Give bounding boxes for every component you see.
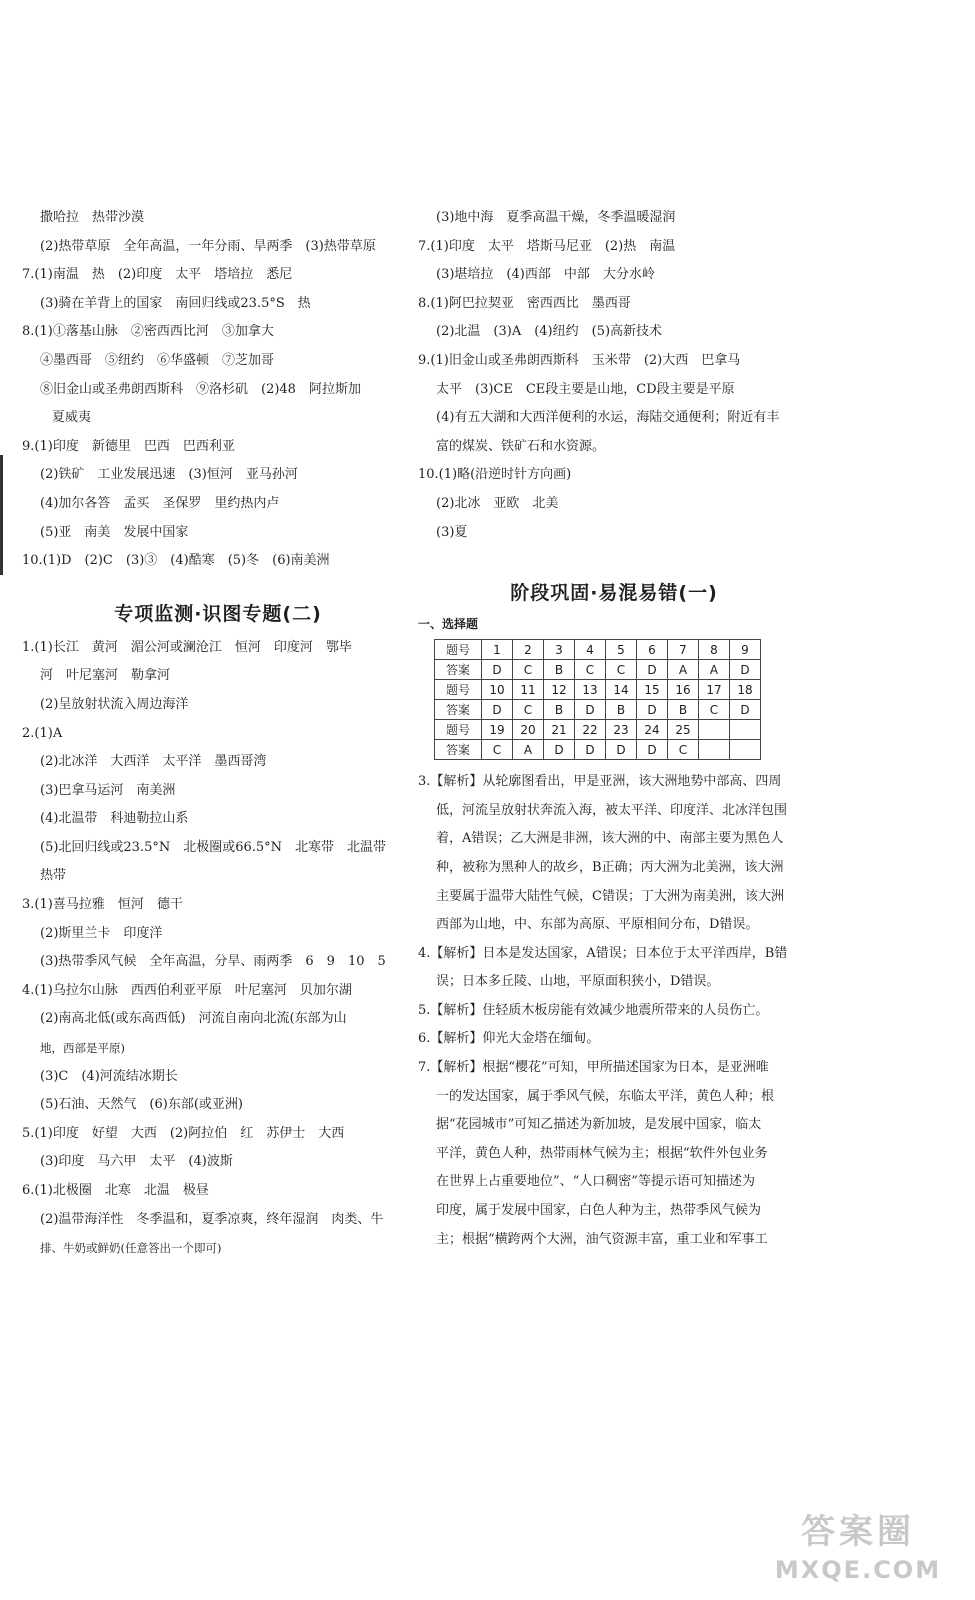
table-cell: B — [544, 660, 575, 680]
answer-line: 5.(1)印度 好望 大西 (2)阿拉伯 红 苏伊士 大西 — [22, 1125, 345, 1141]
answer-line: (2)铁矿 工业发展迅速 (3)恒河 亚马孙河 — [40, 467, 298, 483]
section-heading: 专项监测·识图专题(二) — [114, 602, 322, 625]
explanation-line: 在世界上占重要地位”、“人口稠密”等提示语可知描述为 — [436, 1174, 755, 1190]
table-row — [435, 700, 761, 720]
watermark-url-text: MXQE.COM — [774, 1556, 942, 1584]
table-cell: 3 — [544, 640, 575, 660]
table-cell: 16 — [668, 680, 699, 700]
table-cell: A — [668, 660, 699, 680]
table-cell: 23 — [606, 720, 637, 740]
table-cell: 14 — [606, 680, 637, 700]
table-cell: 19 — [482, 720, 513, 740]
table-cell: 18 — [730, 680, 761, 700]
answer-line: (2)南高北低(或东高西低) 河流自南向北流(东部为山 — [40, 1011, 347, 1027]
answer-line: (2)热带草原 全年高温，一年分雨、旱两季 (3)热带草原 — [40, 238, 376, 254]
table-cell: D — [575, 740, 606, 760]
table-cell: 25 — [668, 720, 699, 740]
table-row — [435, 720, 761, 740]
table-cell: A — [699, 660, 730, 680]
table-cell: 7 — [668, 640, 699, 660]
explanation-line: 5.【解析】住轻质木板房能有效减少地震所带来的人员伤亡。 — [418, 1002, 769, 1018]
table-cell: B — [606, 700, 637, 720]
answer-line: (2)温带海洋性 冬季温和，夏季凉爽，终年湿润 肉类、牛 — [40, 1211, 384, 1227]
answer-line: (3)C (4)河流结冰期长 — [40, 1068, 178, 1084]
table-cell: C — [668, 740, 699, 760]
right-column — [418, 204, 810, 1254]
explanation-line: 据“花园城市”可知乙描述为新加坡，是发展中国家，临太 — [436, 1117, 762, 1133]
answer-line: (5)北回归线或23.5°N 北极圈或66.5°N 北寒带 北温带 — [40, 839, 387, 855]
table-cell: 8 — [699, 640, 730, 660]
answer-line: (3)热带季风气候 全年高温，分旱、雨两季 6 9 10 5 — [40, 954, 386, 970]
explanation-line: 西部为山地，中、东部为高原、平原相间分布，D错误。 — [436, 917, 759, 933]
table-cell: D — [606, 740, 637, 760]
answer-line: 地，西部是平原) — [40, 1041, 125, 1056]
binding-edge-mark — [0, 455, 3, 575]
table-cell — [699, 740, 730, 760]
table-cell: 12 — [544, 680, 575, 700]
watermark-logo-text: 答案圈 — [801, 1512, 915, 1552]
table-cell: D — [637, 700, 668, 720]
answer-line: (5)亚 南美 发展中国家 — [40, 524, 189, 540]
left-column — [22, 204, 414, 1263]
answer-line: (2)北冰洋 大西洋 太平洋 墨西哥湾 — [40, 754, 267, 770]
explanation-line: 7.【解析】根据“樱花”可知，甲所描述国家为日本，是亚洲唯 — [418, 1060, 769, 1076]
table-cell: 21 — [544, 720, 575, 740]
answer-line: 9.(1)旧金山或圣弗朗西斯科 玉米带 (2)大西 巴拿马 — [418, 352, 741, 368]
subsection-heading: 一、选择题 — [418, 617, 479, 632]
answer-line: 8.(1)阿巴拉契亚 密西西比 墨西哥 — [418, 295, 631, 311]
table-row — [435, 660, 761, 680]
answer-line: (3)巴拿马运河 南美洲 — [40, 782, 176, 798]
answer-line: 6.(1)北极圈 北寒 北温 极昼 — [22, 1183, 209, 1198]
answer-line: (2)呈放射状流入周边海洋 — [40, 696, 189, 712]
answer-line: 2.(1)A — [22, 725, 63, 741]
table-cell: C — [513, 700, 544, 720]
table-cell: 22 — [575, 720, 606, 740]
table-row — [435, 740, 761, 760]
answer-line: (3)堪培拉 (4)西部 中部 大分水岭 — [436, 267, 655, 283]
table-cell: C — [699, 700, 730, 720]
answer-line: 8.(1)①落基山脉 ②密西西比河 ③加拿大 — [22, 324, 274, 340]
table-cell: 20 — [513, 720, 544, 740]
table-header-cell: 答案 — [435, 740, 482, 760]
table-cell: 4 — [575, 640, 606, 660]
table-cell: 17 — [699, 680, 730, 700]
right-top-section — [418, 204, 810, 547]
table-cell: 2 — [513, 640, 544, 660]
table-cell: D — [482, 660, 513, 680]
table-cell: B — [668, 700, 699, 720]
answer-line: 排、牛奶或鲜奶(任意答出一个即可) — [40, 1241, 222, 1256]
answer-line: 热带 — [40, 868, 67, 884]
table-header-cell: 题号 — [435, 680, 482, 700]
table-header-cell: 题号 — [435, 720, 482, 740]
table-row — [435, 640, 761, 660]
table-cell: D — [730, 700, 761, 720]
answer-line: 10.(1)D (2)C (3)③ (4)酷寒 (5)冬 (6)南美洲 — [22, 553, 330, 569]
table-header-cell: 题号 — [435, 640, 482, 660]
answer-line: 4.(1)乌拉尔山脉 西西伯利亚平原 叶尼塞河 贝加尔湖 — [22, 982, 352, 998]
table-cell: 6 — [637, 640, 668, 660]
answer-line: 7.(1)印度 太平 塔斯马尼亚 (2)热 南温 — [418, 238, 676, 254]
table-cell: 10 — [482, 680, 513, 700]
explanation-line: 6.【解析】仰光大金塔在缅甸。 — [418, 1031, 600, 1047]
table-cell: C — [606, 660, 637, 680]
table-cell: 11 — [513, 680, 544, 700]
table-row — [435, 680, 761, 700]
table-cell: C — [513, 660, 544, 680]
answer-line: 10.(1)略(沿逆时针方向画) — [418, 467, 572, 483]
table-cell: D — [575, 700, 606, 720]
answer-line: (2)北冰 亚欧 北美 — [436, 495, 559, 511]
answer-line: 撒哈拉 热带沙漠 — [40, 210, 145, 225]
answer-line: 1.(1)长江 黄河 湄公河或澜沧江 恒河 印度河 鄂毕 — [22, 639, 352, 655]
table-header-cell: 答案 — [435, 700, 482, 720]
explanation-line: 低，河流呈放射状奔流入海，被太平洋、印度洋、北冰洋包围 — [436, 802, 788, 818]
answer-line: (4)加尔各答 孟买 圣保罗 里约热内卢 — [40, 495, 280, 511]
answer-line: (3)夏 — [436, 524, 468, 540]
explanation-line: 一的发达国家，属于季风气候，东临太平洋，黄色人种；根 — [436, 1088, 775, 1104]
table-cell: 9 — [730, 640, 761, 660]
left-top-section — [22, 204, 414, 576]
table-cell: 13 — [575, 680, 606, 700]
answer-line: 富的煤炭、铁矿石和水资源。 — [436, 438, 606, 454]
answer-line: (4)北温带 科迪勒拉山系 — [40, 811, 189, 827]
answer-line: (3)骑在羊背上的国家 南回归线或23.5°S 热 — [40, 295, 311, 311]
table-cell: C — [482, 740, 513, 760]
table-cell — [699, 720, 730, 740]
explanation-line: 印度，属于发展中国家，白色人种为主，热带季风气候为 — [436, 1203, 762, 1219]
table-cell: 1 — [482, 640, 513, 660]
right-bottom-section — [418, 768, 810, 1254]
explanation-line: 种，被称为黑种人的故乡，B正确；丙大洲为北美洲，该大洲 — [436, 859, 784, 875]
explanation-line: 平洋，黄色人种，热带雨林气候为主；根据“软件外包业务 — [436, 1145, 768, 1161]
explanation-line: 3.【解析】从轮廓图看出，甲是亚洲，该大洲地势中部高、四周 — [418, 774, 782, 790]
explanation-line: 误；日本多丘陵、山地，平原面积狭小，D错误。 — [436, 974, 720, 990]
section-heading: 阶段巩固·易混易错(一) — [510, 582, 718, 605]
table-cell: D — [637, 740, 668, 760]
table-cell: D — [544, 740, 575, 760]
answer-line: 河 叶尼塞河 勒拿河 — [40, 668, 171, 684]
answer-line: (2)北温 (3)A (4)纽约 (5)高新技术 — [436, 324, 663, 340]
explanation-line: 主要属于温带大陆性气候，C错误；丁大洲为南美洲，该大洲 — [436, 888, 784, 904]
table-cell: D — [637, 660, 668, 680]
answer-line: ④墨西哥 ⑤纽约 ⑥华盛顿 ⑦芝加哥 — [40, 352, 275, 368]
answer-line: (3)地中海 夏季高温干燥，冬季温暖湿润 — [436, 210, 676, 225]
answer-line: (3)印度 马六甲 太平 (4)波斯 — [40, 1154, 233, 1170]
table-cell: A — [513, 740, 544, 760]
table-cell: D — [730, 660, 761, 680]
table-cell: C — [575, 660, 606, 680]
answer-table — [434, 639, 761, 760]
answer-line: (2)斯里兰卡 印度洋 — [40, 925, 163, 941]
answer-line: 太平 (3)CE CE段主要是山地，CD段主要是平原 — [436, 381, 735, 397]
explanation-line: 着，A错误；乙大洲是非洲，该大洲的中、南部主要为黑色人 — [436, 831, 784, 847]
site-watermark — [763, 1508, 953, 1590]
answer-line: 7.(1)南温 热 (2)印度 太平 塔培拉 悉尼 — [22, 267, 293, 283]
table-cell — [730, 740, 761, 760]
table-cell: 24 — [637, 720, 668, 740]
answer-line: 3.(1)喜马拉雅 恒河 德干 — [22, 897, 183, 913]
table-cell: 5 — [606, 640, 637, 660]
answer-line: 夏威夷 — [52, 410, 92, 426]
table-cell — [730, 720, 761, 740]
answer-line: (5)石油、天然气 (6)东部(或亚洲) — [40, 1097, 243, 1113]
answer-line: (4)有五大湖和大西洋便利的水运，海陆交通便利；附近有丰 — [436, 410, 780, 426]
table-cell: B — [544, 700, 575, 720]
explanation-line: 主；根据“横跨两个大洲，油气资源丰富，重工业和军事工 — [436, 1231, 768, 1247]
left-bottom-section — [22, 634, 414, 1263]
table-header-cell: 答案 — [435, 660, 482, 680]
answer-line: ⑧旧金山或圣弗朗西斯科 ⑨洛杉矶 (2)48 阿拉斯加 — [40, 381, 361, 397]
table-cell: D — [482, 700, 513, 720]
explanation-line: 4.【解析】日本是发达国家，A错误；日本位于太平洋西岸，B错 — [418, 945, 788, 961]
table-cell: 15 — [637, 680, 668, 700]
answer-line: 9.(1)印度 新德里 巴西 巴西利亚 — [22, 438, 235, 454]
